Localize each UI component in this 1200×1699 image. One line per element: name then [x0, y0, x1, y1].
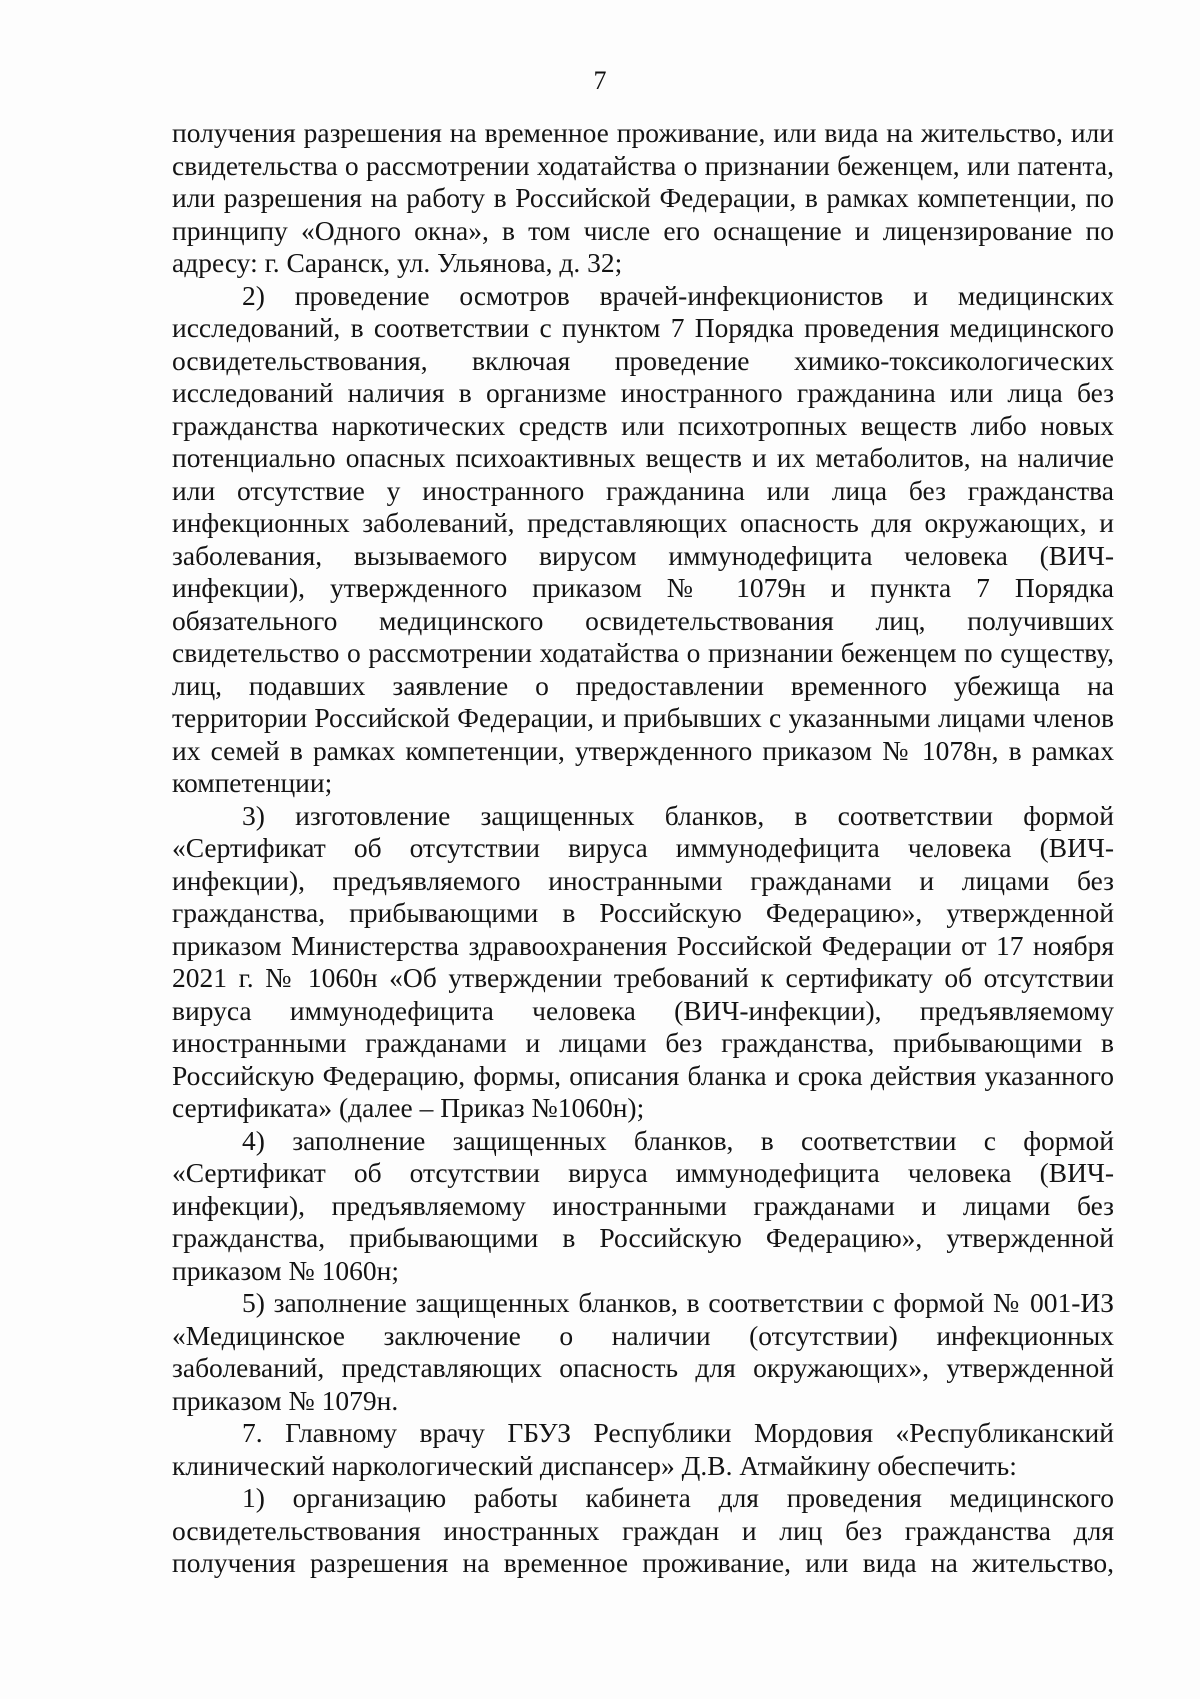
page-number: 7 [593, 66, 607, 95]
paragraph-item-2: 2) проведение осмотров врачей-инфекционистов и медицинских исследований, в соответствии с пунктом 7 Порядка проведения медицинского освидетельствования, включая проведение химико-токсикологических исследований наличия в организме иностранного гражданина или лица без гражданства наркотических средств или психотропных веществ либо новых потенциально опасных психоактивных веществ и их метаболитов, на наличие или отсутствие у иностранного гражданина или лица без гражданства инфекционных заболеваний, представляющих опасность для окружающих, и заболевания, вызываемого вирусом иммунодефицита человека (ВИЧ-инфекции), утвержденного приказом № 1079н и пункта 7 Порядка обязательного медицинского освидетельствования лиц, получивших свидетельство о рассмотрении ходатайства о признании беженцем по существу, лиц, подавших заявление о предоставлении временного убежища на территории Российской Федерации, и прибывших с указанными лицами членов их семей в рамках компетенции, утвержденного приказом № 1078н, в рамках компетенции; [172, 279, 1114, 798]
paragraph-continuation: получения разрешения на временное проживание, или вида на жительство, или свидетельства о рассмотрении ходатайства о признании беженцем, или патента, или разрешения на работу в Российской Федерации, в рамках компетенции, по принципу «Одного окна», в том числе его оснащение и лицензирование по адресу: г. Саранск, ул. Ульянова, д. 32; [172, 117, 1114, 278]
paragraph-section-7: 7. Главному врачу ГБУЗ Республики Мордовия «Республиканский клинический наркологический диспансер» Д.В. Атмайкину обеспечить: [172, 1417, 1114, 1481]
paragraph-item-3: 3) изготовление защищенных бланков, в соответствии формой «Сертификат об отсутствии вируса иммунодефицита человека (ВИЧ-инфекции), предъявляемого иностранными гражданами и лицами без гражданства, прибывающими в Российскую Федерацию», утвержденной приказом Министерства здравоохранения Российской Федерации от 17 ноября 2021 г. № 1060н «Об утверждении требований к сертификату об отсутствии вируса иммунодефицита человека (ВИЧ-инфекции), предъявляемому иностранными гражданами и лицами без гражданства, прибывающими в Российскую Федерацию, формы, описания бланка и срока действия указанного сертификата» (далее – Приказ №1060н); [172, 799, 1114, 1123]
paragraph-item-4: 4) заполнение защищенных бланков, в соответствии с формой «Сертификат об отсутствии вируса иммунодефицита человека (ВИЧ-инфекции), предъявляемому иностранными гражданами и лицами без гражданства, прибывающими в Российскую Федерацию», утвержденной приказом № 1060н; [172, 1124, 1114, 1286]
paragraph-section-7-item-1: 1) организацию работы кабинета для проведения медицинского освидетельствования иностранных граждан и лиц без гражданства для получения разрешения на временное проживание, или вида на жительство, [172, 1482, 1114, 1578]
paragraph-item-5: 5) заполнение защищенных бланков, в соответствии с формой № 001-ИЗ «Медицинское заключение о наличии (отсутствии) инфекционных заболеваний, представляющих опасность для окружающих», утвержденной приказом № 1079н. [172, 1287, 1114, 1416]
document-body [172, 117, 1114, 1580]
